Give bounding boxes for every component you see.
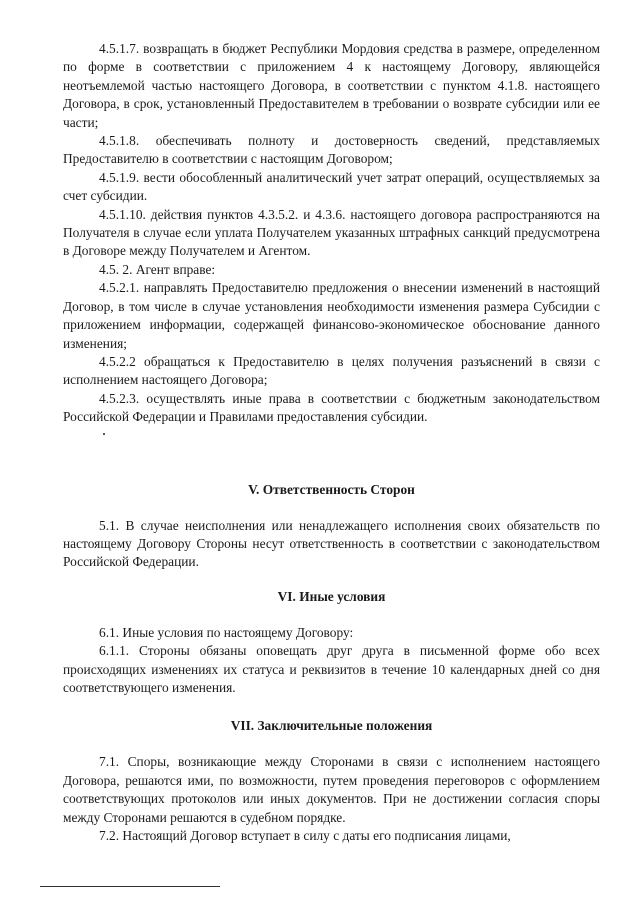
stray-dot: [103, 433, 105, 435]
section-5-title: V. Ответственность Сторон: [248, 481, 415, 497]
footer-divider: [40, 886, 220, 887]
clause-6-1: 6.1. Иные условия по настоящему Договору:: [99, 624, 354, 640]
clause-7-2: 7.2. Настоящий Договор вступает в силу с даты его подписания лицами,: [99, 828, 511, 843]
section-6-title: VI. Иные условия: [277, 588, 386, 604]
clause-4-5-1-8: 4.5.1.8. обеспечивать полноту и достоверность сведений, представляемых Предоставителю в соответствии с настоящим Договором;: [63, 133, 600, 167]
spacer: [63, 427, 600, 445]
clause-4-5-2-2: 4.5.2.2 обращаться к Предоставителю в целях получения разъяснений в связи с исполнением настоящего Договора;: [63, 353, 600, 388]
clause-4-5-2: 4.5. 2. Агент вправе:: [99, 261, 216, 277]
clause-4-5-2-3: 4.5.2.3. осуществлять иные права в соответствии с бюджетным законодательством Российской Федерации и Правилами предоставления субсидии.: [63, 390, 600, 425]
section-7-title: VII. Заключительные положения: [230, 718, 433, 734]
clause-4-5-1-10: 4.5.1.10. действия пунктов 4.3.5.2. и 4.3.6. настоящего договора распространяются на Получателя в случае если уплата Получателем указанных штрафных санкций предусмотрена в Договоре между Получателем и Агентом.: [63, 206, 600, 259]
clause-6-1-1: 6.1.1. Стороны обязаны оповещать друг друга в письменной форме обо всех происходящих изменениях их статуса и реквизитов в течение 10 календарных дней со дня соответствующего изменения.: [63, 643, 600, 695]
clause-4-5-2-1: 4.5.2.1. направлять Предоставителю предложения о внесении изменений в настоящий Договор, в том числе в случае установления необходимости изменения размера Субсидии с приложением информации, содержащей финансово-экономическое обоснование данного изменения;: [63, 280, 600, 351]
clause-4-5-1-7: 4.5.1.7. возвращать в бюджет Республики Мордовия средства в размере, определенном по форме в соответствии с приложением 4 к настоящему Договору, являющейся неотъемлемой частью настоящего Договора, в соответствии с пунктом 4.1.8. настоящего Договора, в срок, установленный Предоставителем в требовании о возврате субсидии или ее части;: [63, 41, 600, 130]
clause-7-1: 7.1. Споры, возникающие между Сторонами в связи с исполнением настоящего Договора, решаются ими, по возможности, путем проведения переговоров с оформлением соответствующих протоколов или иных документов. При не достижении согласия споры между Сторонами решаются в судебном порядке.: [63, 754, 600, 825]
document-page: [63, 40, 600, 845]
clause-4-5-1-9: 4.5.1.9. вести обособленный аналитический учет затрат операций, осуществляемых за счет субсидии.: [63, 169, 600, 204]
clause-5-1: 5.1. В случае неисполнения или ненадлежащего исполнения своих обязательств по настоящему Договору Стороны несут ответственность в соответствии с законодательством Российской Федерации.: [63, 517, 600, 570]
